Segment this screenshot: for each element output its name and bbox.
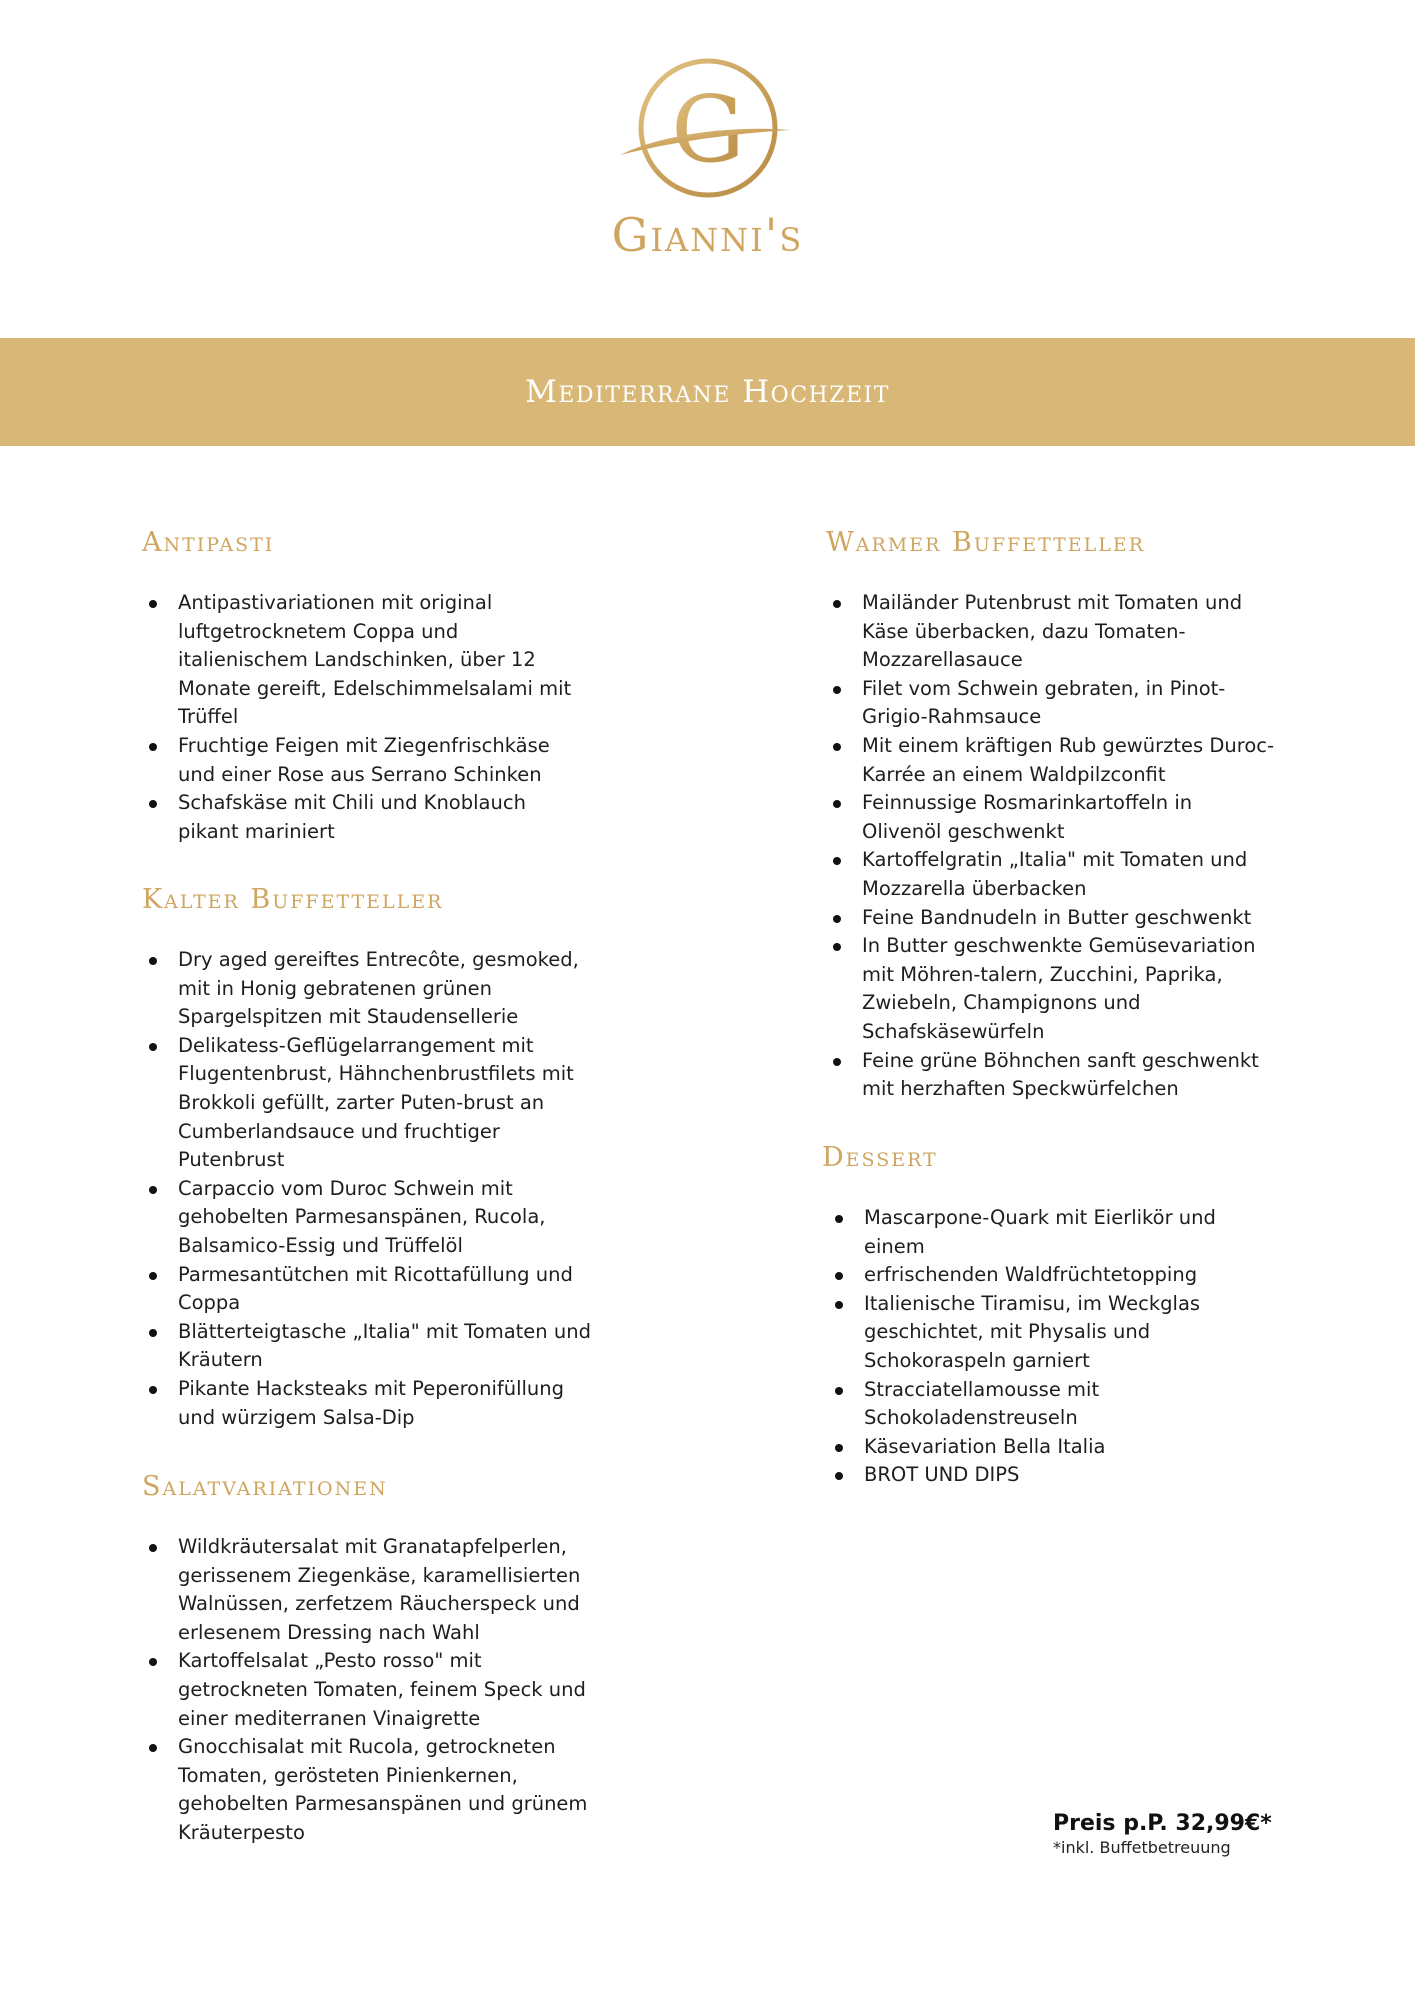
item-list [822,1204,1272,1490]
list-item: Parmesantütchen mit Ricottafüllung und Coppa [142,1261,592,1318]
list-item: Feine grüne Böhnchen sanft geschwenkt mit herzhaften Speckwürfelchen [826,1047,1276,1104]
list-item: Mit einem kräftigen Rub gewürztes Duroc-Karrée an einem Waldpilzconfit [826,732,1276,789]
logo [600,55,810,205]
list-item: Gnocchisalat mit Rucola, getrockneten Tomaten, gerösteten Pinienkernen, gehobelten Parmesanspänen und grünem Kräuterpesto [142,1733,602,1847]
section-title: Kalter Buffetteller [142,884,444,915]
list-item: Delikatess-Geflügelarrangement mit Flugentenbrust, Hähnchenbrustfilets mit Brokkoli gefüllt, zarter Puten-brust an Cumberlandsauce und fruchtiger Putenbrust [142,1032,592,1175]
section-antipasti [142,527,592,846]
page-title: Mediterrane Hochzeit [525,374,890,410]
list-item: Wildkräutersalat mit Granatapfelperlen, gerissenem Ziegenkäse, karamellisierten Walnüssen, zerfetzem Räucherspeck und erlesenem Dressing nach Wahl [142,1533,602,1647]
list-item: Filet vom Schwein gebraten, in Pinot-Grigio-Rahmsauce [826,675,1276,732]
logo-monogram: G [671,76,745,183]
item-list [142,1533,602,1848]
list-item: Blätterteigtasche „Italia" mit Tomaten und Kräutern [142,1318,592,1375]
list-item: Schafskäse mit Chili und Knoblauch pikant mariniert [142,789,592,846]
item-list [826,589,1276,1104]
list-item: Mailänder Putenbrust mit Tomaten und Käse überbacken, dazu Tomaten-Mozzarellasauce [826,589,1276,675]
item-list [142,946,592,1432]
list-item: Pikante Hacksteaks mit Peperonifüllung und würzigem Salsa-Dip [142,1375,592,1432]
list-item: Feine Bandnudeln in Butter geschwenkt [826,904,1276,933]
list-item: Carpaccio vom Duroc Schwein mit gehobelten Parmesanspänen, Rucola, Balsamico-Essig und Trüffelöl [142,1175,592,1261]
list-item: erfrischenden Waldfrüchtetopping [828,1261,1272,1290]
list-item: Feinnussige Rosmarinkartoffeln in Olivenöl geschwenkt [826,789,1276,846]
logo-emblem [600,55,810,205]
list-item: Mascarpone-Quark mit Eierlikör und einem [828,1204,1272,1261]
list-item: Italienische Tiramisu, im Weckglas geschichtet, mit Physalis und Schokoraspeln garniert [828,1290,1272,1376]
list-item: Kartoffelgratin „Italia" mit Tomaten und Mozzarella überbacken [826,846,1276,903]
section-dessert [822,1142,1272,1490]
section-title: Salatvariationen [142,1471,388,1502]
list-item: Käsevariation Bella Italia [828,1433,1272,1462]
section-title: Warmer Buffetteller [826,527,1146,558]
title-banner [0,338,1415,446]
list-item: Fruchtige Feigen mit Ziegenfrischkäse und einer Rose aus Serrano Schinken [142,732,592,789]
list-item: Kartoffelsalat „Pesto rosso" mit getrockneten Tomaten, feinem Speck und einer mediterranen Vinaigrette [142,1647,602,1733]
price-label: Preis p.P. 32,99€* [1053,1811,1272,1836]
price-note: *inkl. Buffetbetreuung [1053,1838,1231,1857]
section-title: Antipasti [142,527,275,558]
price-block [1053,1810,1353,1858]
section-salatvariationen [142,1471,602,1848]
list-item: BROT UND DIPS [828,1461,1272,1490]
section-kalter-buffetteller [142,884,592,1432]
brand-name: Gianni's [611,208,804,262]
section-warmer-buffetteller [826,527,1276,1104]
section-title: Dessert [822,1142,938,1173]
list-item: In Butter geschwenkte Gemüsevariation mit Möhren-talern, Zucchini, Paprika, Zwiebeln, Champignons und Schafskäsewürfeln [826,932,1276,1046]
list-item: Antipastivariationen mit original luftgetrocknetem Coppa und italienischem Landschinken, über 12 Monate gereift, Edelschimmelsalami mit Trüffel [142,589,592,732]
list-item: Dry aged gereiftes Entrecôte, gesmoked, mit in Honig gebratenen grünen Spargelspitzen mit Staudensellerie [142,946,592,1032]
item-list [142,589,592,846]
list-item: Stracciatellamousse mit Schokoladenstreuseln [828,1376,1272,1433]
